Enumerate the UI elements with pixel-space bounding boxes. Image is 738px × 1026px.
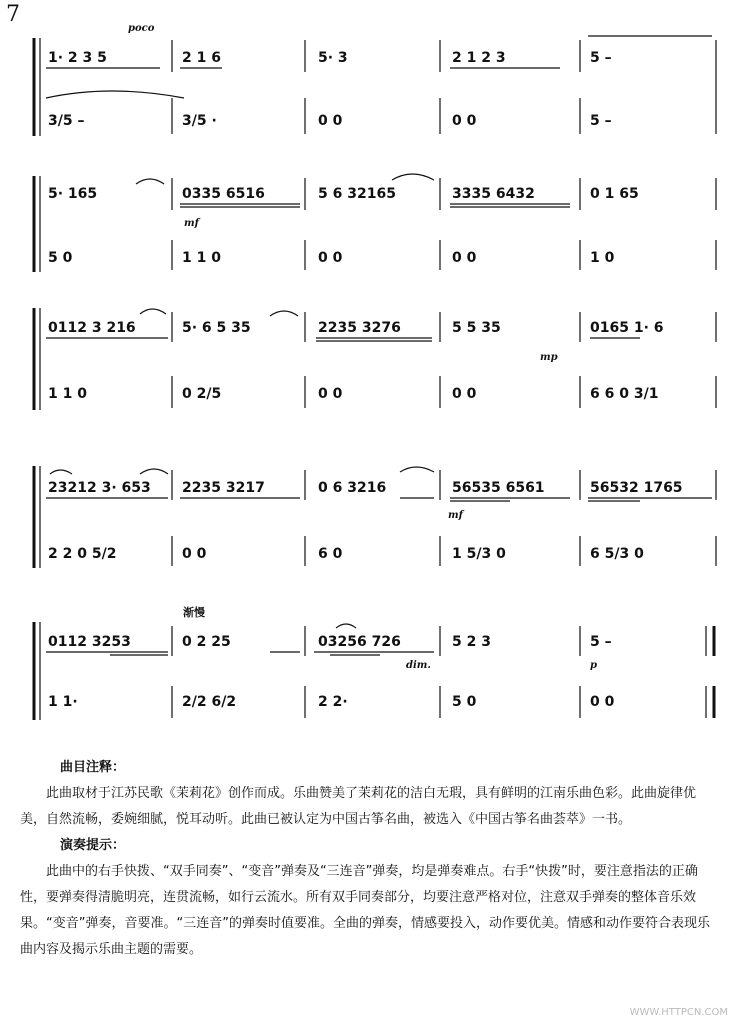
score-system-4 xyxy=(34,466,716,568)
measure-17-upper: 2235 3217 xyxy=(182,480,265,496)
measure-4-upper: 2 1 2 3 xyxy=(452,50,506,66)
measure-8-upper: 5 6 32165 xyxy=(318,186,396,202)
measure-22-upper: 0 2 25 xyxy=(182,634,231,650)
measure-11-lower: 1 1 0 xyxy=(48,386,87,402)
paragraph-piece-notes: 此曲取材于江苏民歌《茉莉花》创作而成。乐曲赞美了茉莉花的洁白无瑕，具有鲜明的江南乐曲色彩。此曲旋律优美，自然流畅，委婉细腻，悦耳动听。此曲已被认定为中国古筝名曲，被选入《中国古筝名曲荟萃》一书。 xyxy=(20,786,697,827)
dynamic-mf-1: mf xyxy=(184,218,199,229)
notes-section xyxy=(20,755,720,963)
measure-19-upper: 56535 6561 xyxy=(452,480,545,496)
measure-7-lower: 1 1 0 xyxy=(182,250,221,266)
tempo-mark: 渐慢 xyxy=(183,606,205,619)
measure-20-lower: 6 5/3 0 xyxy=(590,546,644,562)
measure-3-upper: 5· 3 xyxy=(318,50,348,66)
dynamic-poco: poco xyxy=(128,23,155,34)
dynamic-mf-2: mf xyxy=(448,510,463,521)
measure-4-lower: 0 0 xyxy=(452,113,477,129)
score-system-1 xyxy=(34,23,716,136)
measure-2-lower: 3/5 · xyxy=(182,113,217,129)
measure-19-lower: 1 5/3 0 xyxy=(452,546,506,562)
score-system-3 xyxy=(34,308,716,410)
measure-21-lower: 1 1· xyxy=(48,694,78,710)
measure-6-upper: 5· 165 xyxy=(48,186,98,202)
measure-8-lower: 0 0 xyxy=(318,250,343,266)
measure-14-lower: 0 0 xyxy=(452,386,477,402)
measure-20-upper: 56532 1765 xyxy=(590,480,683,496)
measure-13-lower: 0 0 xyxy=(318,386,343,402)
measure-13-upper: 2235 3276 xyxy=(318,320,401,336)
measure-11-upper: 0112 3 216 xyxy=(48,320,136,336)
measure-15-upper: 0165 1· 6 xyxy=(590,320,664,336)
measure-18-lower: 6 0 xyxy=(318,546,343,562)
measure-25-upper: 5 – xyxy=(590,634,612,650)
dynamic-mp: mp xyxy=(540,352,558,363)
measure-16-lower: 2 2 0 5/2 xyxy=(48,546,117,562)
dynamic-dim: dim. xyxy=(406,660,431,671)
measure-12-lower: 0 2/5 xyxy=(182,386,222,402)
measure-1-lower: 3/5 – xyxy=(48,113,85,129)
measure-3-lower: 0 0 xyxy=(318,113,343,129)
score-system-2 xyxy=(34,174,716,272)
watermark: WWW.HTTPCN.COM xyxy=(629,1007,728,1018)
measure-10-upper: 0 1 65 xyxy=(590,186,639,202)
measure-7-upper: 0335 6516 xyxy=(182,186,265,202)
measure-24-lower: 5 0 xyxy=(452,694,477,710)
measure-9-lower: 0 0 xyxy=(452,250,477,266)
measure-17-lower: 0 0 xyxy=(182,546,207,562)
measure-23-lower: 2 2· xyxy=(318,694,348,710)
measure-6-lower: 5 0 xyxy=(48,250,73,266)
measure-5-upper: 5 – xyxy=(590,50,612,66)
measure-2-upper: 2 1 6 xyxy=(182,50,221,66)
measure-18-upper: 0 6 3216 xyxy=(318,480,387,496)
page-number: 7 xyxy=(6,2,20,27)
paragraph-performance-tips: 此曲中的右手快拨、“双手同奏”、“变音”弹奏及“三连音”弹奏，均是弹奏难点。右手“快拨”时，要注意指法的正确性，要弹奏得清脆明亮，连贯流畅，如行云流水。所有双手同奏部分，均要注意严格对位，注意双手弹奏的整体音乐效果。“变音”弹奏，音要准。“三连音”的弹奏时值要准。全曲的弹奏，情感要投入，动作要优美。情感和动作要符合表现乐曲内容及揭示乐曲主题的需要。 xyxy=(20,864,710,957)
score-system-5 xyxy=(34,622,714,720)
measure-16-upper: 23212 3· 653 xyxy=(48,480,151,496)
measure-12-upper: 5· 6 5 35 xyxy=(182,320,251,336)
dynamic-p: p xyxy=(590,660,597,671)
measure-25-lower: 0 0 xyxy=(590,694,615,710)
heading-performance-tips: 演奏提示： xyxy=(60,838,126,853)
measure-9-upper: 3335 6432 xyxy=(452,186,535,202)
measure-22-lower: 2/2 6/2 xyxy=(182,694,237,710)
measure-14-upper: 5 5 35 xyxy=(452,320,501,336)
measure-5-lower: 5 – xyxy=(590,113,612,129)
measure-24-upper: 5 2 3 xyxy=(452,634,491,650)
measure-1-upper: 1· 2 3 5 xyxy=(48,50,107,66)
heading-piece-notes: 曲目注释： xyxy=(60,760,126,775)
measure-21-upper: 0112 3253 xyxy=(48,634,131,650)
measure-15-lower: 6 6 0 3/1 xyxy=(590,386,659,402)
measure-10-lower: 1 0 xyxy=(590,250,615,266)
measure-23-upper: 03256 726 xyxy=(318,634,401,650)
